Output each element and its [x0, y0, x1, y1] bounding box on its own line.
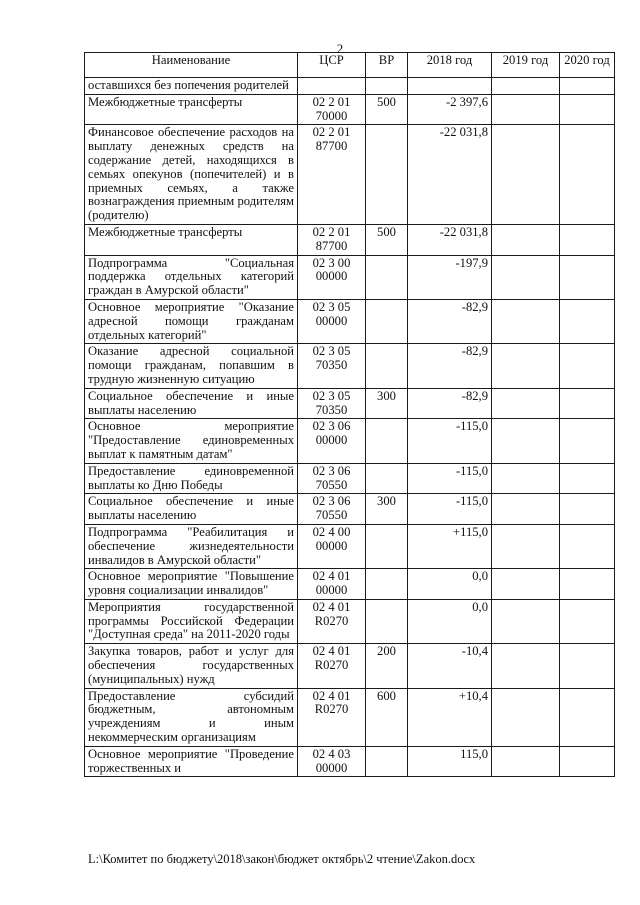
- cell-vr: 500: [366, 224, 408, 255]
- cell-2018: -2 397,6: [408, 94, 492, 125]
- cell-vr: [366, 524, 408, 568]
- cell-2019: [492, 125, 560, 225]
- cell-2020: [560, 746, 615, 777]
- page-number: 2: [336, 41, 344, 56]
- cell-vr: [366, 463, 408, 494]
- cell-2020: [560, 125, 615, 225]
- cell-2018: 115,0: [408, 746, 492, 777]
- cell-2019: [492, 569, 560, 600]
- cell-2018: -10,4: [408, 644, 492, 688]
- table-row: [85, 688, 615, 746]
- cell-2018: -82,9: [408, 344, 492, 388]
- cell-vr: [366, 419, 408, 463]
- cell-2020: [560, 94, 615, 125]
- cell-csr: 02 3 06 70550: [298, 463, 366, 494]
- cell-2018: +115,0: [408, 524, 492, 568]
- cell-vr: [366, 344, 408, 388]
- table-row: [85, 419, 615, 463]
- cell-name: Основное мероприятие "Оказание адресной помощи гражданам отдельных категорий": [85, 299, 298, 343]
- cell-2020: [560, 299, 615, 343]
- cell-2018: -82,9: [408, 299, 492, 343]
- cell-2019: [492, 688, 560, 746]
- cell-name: Основное мероприятие "Повышение уровня социализации инвалидов": [85, 569, 298, 600]
- cell-vr: 300: [366, 494, 408, 525]
- cell-vr: [366, 78, 408, 95]
- cell-2020: [560, 344, 615, 388]
- cell-2019: [492, 644, 560, 688]
- cell-2018: 0,0: [408, 599, 492, 643]
- cell-2019: [492, 344, 560, 388]
- cell-vr: [366, 125, 408, 225]
- cell-name: Подпрограмма "Реабилитация и обеспечение жизнедеятельности инвалидов в Амурской области": [85, 524, 298, 568]
- cell-vr: 600: [366, 688, 408, 746]
- header-2020: 2020 год: [560, 53, 615, 78]
- cell-2020: [560, 494, 615, 525]
- cell-2018: -115,0: [408, 463, 492, 494]
- cell-vr: 300: [366, 388, 408, 419]
- cell-csr: 02 4 01 R0270: [298, 599, 366, 643]
- table-row: [85, 299, 615, 343]
- budget-table: [84, 52, 615, 777]
- cell-2018: 0,0: [408, 569, 492, 600]
- cell-csr: 02 4 01 00000: [298, 569, 366, 600]
- cell-csr: 02 4 00 00000: [298, 524, 366, 568]
- cell-2018: +10,4: [408, 688, 492, 746]
- header-vr: ВР: [366, 53, 408, 78]
- table-row: [85, 569, 615, 600]
- cell-name: Предоставление единовременной выплаты ко Дню Победы: [85, 463, 298, 494]
- table-row: [85, 344, 615, 388]
- cell-vr: [366, 746, 408, 777]
- cell-csr: 02 2 01 87700: [298, 125, 366, 225]
- cell-name: Оказание адресной социальной помощи гражданам, попавшим в трудную жизненную ситуацию: [85, 344, 298, 388]
- cell-csr: 02 3 05 70350: [298, 344, 366, 388]
- footer-file-path: L:\Комитет по бюджету\2018\закон\бюджет октябрь\2 чтение\Zakon.docx: [88, 852, 476, 866]
- cell-csr: 02 4 01 R0270: [298, 644, 366, 688]
- table-row: [85, 78, 615, 95]
- cell-csr: [298, 78, 366, 95]
- cell-2019: [492, 524, 560, 568]
- cell-2019: [492, 746, 560, 777]
- cell-2019: [492, 599, 560, 643]
- table-row: [85, 746, 615, 777]
- table-row: [85, 255, 615, 299]
- cell-2020: [560, 419, 615, 463]
- cell-csr: 02 3 00 00000: [298, 255, 366, 299]
- header-2018: 2018 год: [408, 53, 492, 78]
- cell-csr: 02 4 03 00000: [298, 746, 366, 777]
- cell-2020: [560, 255, 615, 299]
- table-row: [85, 125, 615, 225]
- cell-2019: [492, 299, 560, 343]
- cell-csr: 02 2 01 87700: [298, 224, 366, 255]
- table-row: [85, 388, 615, 419]
- cell-2018: -197,9: [408, 255, 492, 299]
- table-row: [85, 599, 615, 643]
- cell-name: Межбюджетные трансферты: [85, 224, 298, 255]
- cell-2020: [560, 599, 615, 643]
- cell-2020: [560, 78, 615, 95]
- cell-2019: [492, 463, 560, 494]
- cell-2018: [408, 78, 492, 95]
- cell-vr: [366, 299, 408, 343]
- cell-2020: [560, 524, 615, 568]
- cell-name: Социальное обеспечение и иные выплаты населению: [85, 494, 298, 525]
- cell-2019: [492, 419, 560, 463]
- cell-2020: [560, 569, 615, 600]
- cell-name: Социальное обеспечение и иные выплаты населению: [85, 388, 298, 419]
- header-2019: 2019 год: [492, 53, 560, 78]
- cell-2020: [560, 388, 615, 419]
- cell-csr: 02 3 06 70550: [298, 494, 366, 525]
- cell-name: Закупка товаров, работ и услуг для обеспечения государственных (муниципальных) нужд: [85, 644, 298, 688]
- table-body: [85, 78, 615, 777]
- cell-2018: -22 031,8: [408, 224, 492, 255]
- cell-2020: [560, 688, 615, 746]
- cell-2020: [560, 463, 615, 494]
- cell-2018: -22 031,8: [408, 125, 492, 225]
- cell-vr: [366, 569, 408, 600]
- cell-name: Предоставление субсидий бюджетным, автономным учреждениям и иным некоммерческим организациям: [85, 688, 298, 746]
- cell-name: Основное мероприятие "Проведение торжественных и: [85, 746, 298, 777]
- cell-csr: 02 3 05 00000: [298, 299, 366, 343]
- cell-2020: [560, 224, 615, 255]
- cell-name: Подпрограмма "Социальная поддержка отдельных категорий граждан в Амурской области": [85, 255, 298, 299]
- cell-csr: 02 3 06 00000: [298, 419, 366, 463]
- cell-2019: [492, 94, 560, 125]
- cell-2019: [492, 255, 560, 299]
- table-row: [85, 224, 615, 255]
- cell-name: Межбюджетные трансферты: [85, 94, 298, 125]
- table-row: [85, 494, 615, 525]
- header-csr: ЦСР: [298, 53, 366, 78]
- cell-vr: 200: [366, 644, 408, 688]
- cell-2019: [492, 78, 560, 95]
- header-name: Наименование: [85, 53, 298, 78]
- cell-name: Мероприятия государственной программы Российской Федерации "Доступная среда" на 2011-2020 годы: [85, 599, 298, 643]
- cell-2018: -115,0: [408, 494, 492, 525]
- cell-2019: [492, 388, 560, 419]
- table-row: [85, 524, 615, 568]
- table-row: [85, 644, 615, 688]
- cell-csr: 02 2 01 70000: [298, 94, 366, 125]
- cell-vr: [366, 599, 408, 643]
- cell-csr: 02 4 01 R0270: [298, 688, 366, 746]
- table-row: [85, 94, 615, 125]
- cell-2019: [492, 224, 560, 255]
- table-row: [85, 463, 615, 494]
- cell-2020: [560, 644, 615, 688]
- cell-vr: 500: [366, 94, 408, 125]
- cell-2018: -82,9: [408, 388, 492, 419]
- cell-name: Основное мероприятие "Предоставление единовременных выплат к памятным датам": [85, 419, 298, 463]
- table-header-row: [85, 53, 615, 78]
- cell-2019: [492, 494, 560, 525]
- cell-name: оставшихся без попечения родителей: [85, 78, 298, 95]
- cell-2018: -115,0: [408, 419, 492, 463]
- cell-name: Финансовое обеспечение расходов на выплату денежных средств на содержание детей, находящихся в семьях опекунов (попечителей) и в приемных семьях, а также вознаграждения приемным родителям (родителю): [85, 125, 298, 225]
- cell-csr: 02 3 05 70350: [298, 388, 366, 419]
- cell-vr: [366, 255, 408, 299]
